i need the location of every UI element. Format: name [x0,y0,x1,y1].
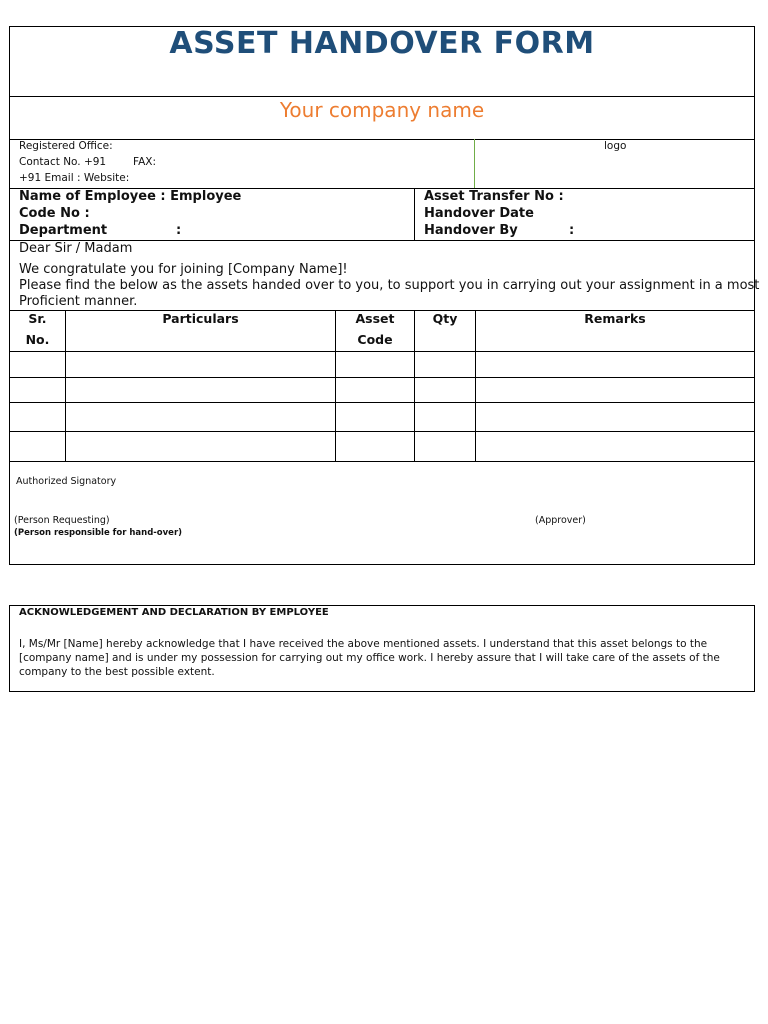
handover-date: Handover Date [424,206,534,221]
registered-office: Registered Office: [19,140,113,152]
fax: FAX: [133,156,156,168]
contact-number: Contact No. +91 [19,156,107,168]
logo-placeholder: logo [604,140,627,152]
acknowledgement-line-2: [company name] and is under my possession for carrying out my office work. I hereby assure that I will take care of the assets of the [19,652,720,664]
acknowledgement-heading: ACKNOWLEDGEMENT AND DECLARATION BY EMPLOYEE [19,607,329,618]
employee-code: Code No : [19,206,90,221]
letter-line-1: We congratulate you for joining [Company Name]! [19,262,348,277]
department-colon: : [176,223,182,238]
header-no: No. [25,332,50,347]
employee-name: Name of Employee : Employee [19,189,242,204]
header-asset: Asset [355,311,395,326]
divider [414,188,415,240]
employee-department: Department [19,223,108,238]
table-header-remarks: Remarks [584,311,646,326]
table-header-sr-no [10,308,65,350]
table-col-divider [475,310,476,461]
form-title: ASSET HANDOVER FORM [169,26,595,61]
table-row [9,377,755,378]
letter-line-3: Proficient manner. [19,294,138,309]
table-header-particulars: Particulars [162,311,239,326]
company-name: Your company name [279,98,485,122]
handover-by: Handover By [424,223,518,238]
handover-by-colon: : [569,223,575,238]
asset-transfer-no: Asset Transfer No : [424,189,564,204]
table-bottom-border [9,461,755,462]
approver: (Approver) [535,515,586,526]
header-sr: Sr. [28,311,47,326]
person-requesting: (Person Requesting) [14,515,110,526]
table-col-divider [65,310,66,461]
salutation: Dear Sir / Madam [19,241,133,256]
letter-line-2: Please find the below as the assets handed over to you, to support you in carrying out your assignment in a most [19,278,760,293]
logo-divider [474,139,475,188]
table-row [9,431,755,432]
person-responsible: (Person responsible for hand-over) [14,528,183,538]
table-row [9,402,755,403]
divider [9,139,755,140]
header-code: Code [357,332,393,347]
table-header-asset-code [336,308,414,350]
acknowledgement-line-1: I, Ms/Mr [Name] hereby acknowledge that I have received the above mentioned assets. I understand that this asset belongs to the [19,638,708,650]
acknowledgement-line-3: company to the best possible extent. [19,666,215,678]
table-row [9,351,755,352]
table-col-divider [414,310,415,461]
divider [9,96,755,97]
table-header-qty: Qty [432,311,458,326]
authorized-signatory: Authorized Signatory [16,476,117,487]
email-website: +91 Email : Website: [19,172,130,184]
